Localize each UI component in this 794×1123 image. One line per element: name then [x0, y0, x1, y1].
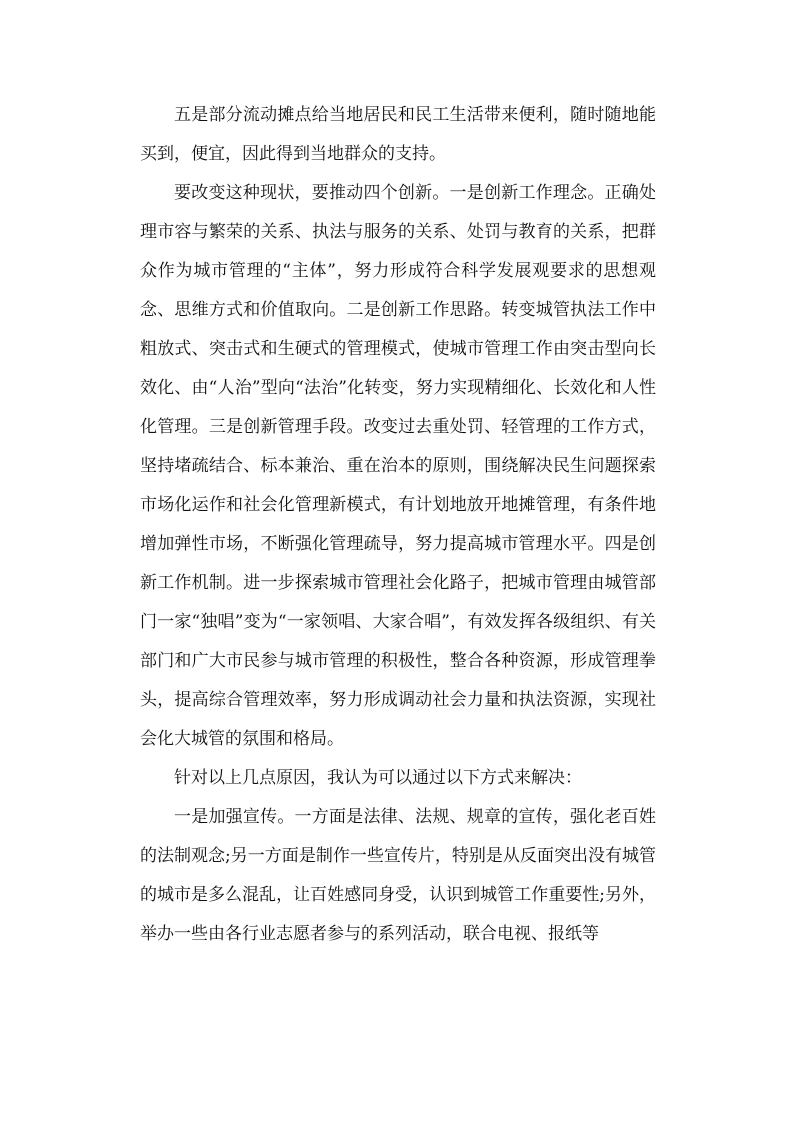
document-body — [140, 96, 656, 954]
paragraph-four-innovations: 要改变这种现状，要推动四个创新。一是创新工作理念。正确处理市容与繁荣的关系、执法与服务的关系、处罚与教育的关系，把群众作为城市管理的“主体”，努力形成符合科学发展观要求的思想观念、思维方式和价值取向。二是创新工作思路。转变城管执法工作中粗放式、突击式和生硬式的管理模式，使城市管理工作由突击型向长效化、由“人治”型向“法治”化转变，努力实现精细化、长效化和人性化管理。三是创新管理手段。改变过去重处罚、轻管理的工作方式，坚持堵疏结合、标本兼治、重在治本的原则，围绕解决民生问题探索市场化运作和社会化管理新模式，有计划地放开地摊管理，有条件地增加弹性市场，不断强化管理疏导，努力提高城市管理水平。四是创新工作机制。进一步探索城市管理社会化路子，把城市管理由城管部门一家“独唱”变为“一家领唱、大家合唱”，有效发挥各级组织、有关部门和广大市民参与城市管理的积极性，整合各种资源，形成管理拳头，提高综合管理效率，努力形成调动社会力量和执法资源，实现社会化大城管的氛围和格局。 — [140, 183, 656, 749]
paragraph-mobile-vendors: 五是部分流动摊点给当地居民和民工生活带来便利，随时随地能买到，便宜，因此得到当地群众的支持。 — [140, 105, 656, 164]
paragraph-solutions-intro: 针对以上几点原因，我认为可以通过以下方式来解决： — [174, 768, 582, 788]
paragraph-publicity: 一是加强宣传。一方面是法律、法规、规章的宣传，强化老百姓的法制观念;另一方面是制作一些宣传片，特别是从反面突出没有城管的城市是多么混乱，让百姓感同身受，认识到城管工作重要性;另外，举办一些由各行业志愿者参与的系列活动，联合电视、报纸等 — [140, 807, 656, 944]
